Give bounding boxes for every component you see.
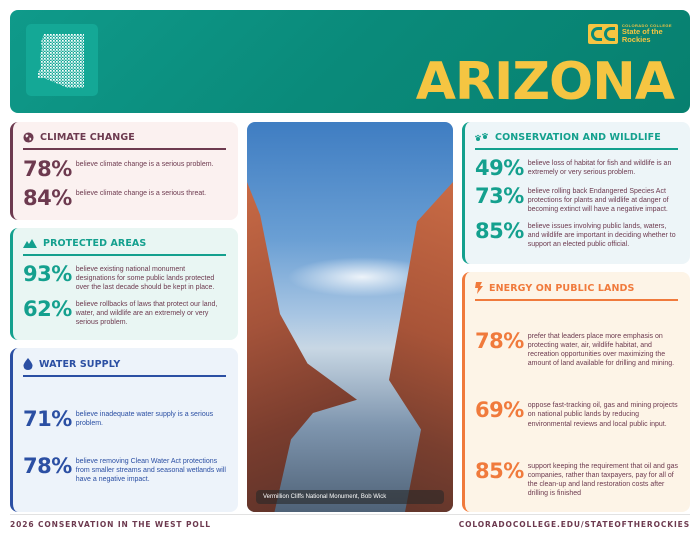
stat-text: believe loss of habitat for fish and wildlife is an extremely or very serious problem. [527, 160, 672, 177]
stat-row [475, 221, 678, 249]
stat-percent: 78% [475, 329, 524, 353]
water-drop-icon [23, 358, 33, 370]
state-title: ARIZONA [415, 52, 674, 112]
logo-org: COLORADO COLLEGE [621, 23, 672, 29]
arizona-state-map-icon [26, 24, 98, 96]
card-title: CONSERVATION AND WILDLIFE [495, 132, 661, 143]
stat-text: believe climate change is a serious problem. [75, 161, 214, 168]
stat-text: believe inadequate water supply is a serious problem. [75, 411, 214, 428]
globe-icon [23, 132, 34, 143]
stat-row [475, 158, 678, 179]
paw-prints-icon [475, 133, 489, 142]
photo-caption: Vermillion Cliffs National Monument, Bob Wick [256, 490, 444, 504]
stat-percent: 78% [23, 454, 72, 478]
energy-public-lands-card [462, 272, 690, 512]
logo-program-line1: State of the [621, 27, 663, 37]
stat-text: prefer that leaders place more emphasis on protecting water, air, wildlife habitat, and recreation opportunities over maximizing the amount of land available for drilling and mining. [527, 333, 675, 368]
footer-poll-title: 2026 CONSERVATION IN THE WEST POLL [10, 520, 211, 529]
stat-text: believe climate change is a serious threat. [75, 190, 207, 197]
stat-row [23, 409, 226, 430]
logo-program-line2: Rockies [621, 35, 651, 44]
card-header [475, 282, 678, 301]
stat-percent: 93% [23, 262, 72, 286]
stat-percent: 69% [475, 398, 524, 423]
card-title: WATER SUPPLY [39, 358, 121, 370]
stat-percent: 49% [475, 156, 524, 180]
stat-text: support keeping the requirement that oil and gas companies, rather than taxpayers, pay for all of the clean-up and land restoration costs after drilling is finished [527, 462, 678, 497]
stat-text: believe rolling back Endangered Species Act protections for plants and wildlife at danger of becoming extinct will have a negative impact. [527, 188, 669, 214]
cc-logo-icon [588, 24, 618, 44]
card-title: PROTECTED AREAS [43, 238, 147, 249]
stat-row [23, 264, 226, 292]
mountains-icon [23, 239, 37, 248]
stat-text: believe removing Clean Water Act protections from smaller streams and seasonal wetlands will have a negative impact. [75, 458, 226, 484]
card-header [23, 358, 226, 377]
colorado-college-logo[interactable] [588, 24, 672, 44]
stat-text: oppose fast-tracking oil, gas and mining projects on national public lands by reducing environmental reviews and local public input. [527, 402, 678, 428]
protected-areas-card [10, 228, 238, 340]
water-supply-card [10, 348, 238, 512]
conservation-wildlife-card [462, 122, 690, 264]
card-header [23, 132, 226, 150]
stat-row [23, 299, 226, 327]
stat-percent: 85% [475, 458, 524, 483]
landscape-photo [247, 122, 453, 512]
stat-row [23, 456, 226, 484]
stat-row [23, 188, 226, 209]
stat-row [475, 186, 678, 214]
climate-change-card [10, 122, 238, 220]
card-header [23, 238, 226, 256]
stat-percent: 84% [23, 186, 72, 210]
stat-percent: 78% [23, 157, 72, 181]
card-title: CLIMATE CHANGE [40, 132, 135, 143]
stat-percent: 85% [475, 219, 524, 244]
stat-text: believe rollbacks of laws that protect our land, water, and wildlife are an extremely or very serious problem. [75, 301, 218, 327]
stat-text: believe existing national monument designations for some public lands protected over the last decade should be kept in place. [75, 266, 215, 292]
footer-divider [10, 514, 690, 515]
stat-percent: 73% [475, 184, 524, 208]
lightning-bolt-icon [475, 282, 483, 294]
stat-row [475, 331, 678, 368]
stat-row [475, 400, 678, 428]
stat-row [475, 458, 678, 498]
card-title: ENERGY ON PUBLIC LANDS [489, 282, 635, 294]
stat-percent: 62% [23, 297, 72, 322]
card-header [475, 132, 678, 150]
stat-row [23, 159, 226, 180]
stat-text: believe issues involving public lands, waters, and wildlife are important in deciding whether to support an elected public official. [527, 223, 676, 249]
footer-website-link[interactable]: COLORADOCOLLEGE.EDU/STATEOFTHEROCKIES [458, 520, 690, 529]
stat-percent: 71% [23, 407, 72, 431]
header-banner [10, 10, 690, 113]
